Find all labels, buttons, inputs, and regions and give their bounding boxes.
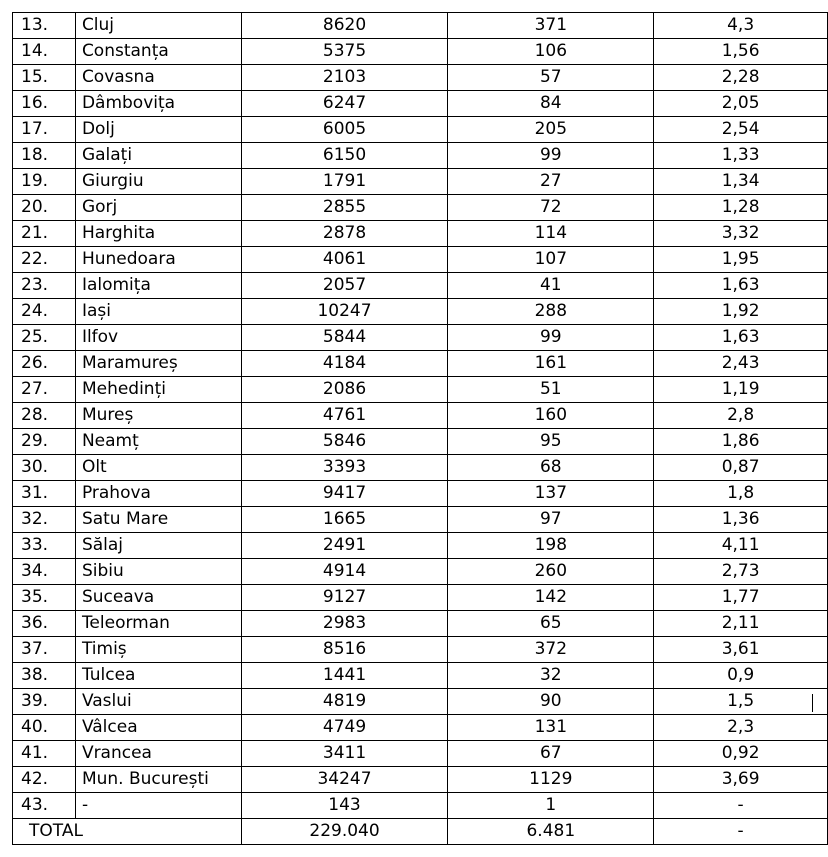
col-c-value: 2,8 <box>654 403 828 429</box>
col-a-value: 34247 <box>241 767 448 793</box>
col-c-value: 1,19 <box>654 377 828 403</box>
col-b-value: 1129 <box>448 767 654 793</box>
col-a-value: 6150 <box>241 143 448 169</box>
col-c-value: 2,05 <box>654 91 828 117</box>
table-row <box>13 221 828 247</box>
table-row <box>13 611 828 637</box>
county-name: Constanța <box>75 39 241 65</box>
county-name: Olt <box>75 455 241 481</box>
col-a-value: 10247 <box>241 299 448 325</box>
table-row <box>13 637 828 663</box>
table-row <box>13 247 828 273</box>
col-a-value: 4184 <box>241 351 448 377</box>
county-name: Galați <box>75 143 241 169</box>
table-row <box>13 169 828 195</box>
table-row <box>13 715 828 741</box>
col-a-value: 1791 <box>241 169 448 195</box>
county-name: Timiș <box>75 637 241 663</box>
col-a-value: 2086 <box>241 377 448 403</box>
col-b-value: 27 <box>448 169 654 195</box>
col-a-value: 2855 <box>241 195 448 221</box>
row-number: 39. <box>13 689 76 715</box>
row-number: 41. <box>13 741 76 767</box>
col-a-value: 5846 <box>241 429 448 455</box>
col-a-value: 6247 <box>241 91 448 117</box>
col-b-value: 57 <box>448 65 654 91</box>
table-row <box>13 299 828 325</box>
county-name: Mureș <box>75 403 241 429</box>
county-name: Suceava <box>75 585 241 611</box>
county-name: Dâmbovița <box>75 91 241 117</box>
col-c-value: 0,9 <box>654 663 828 689</box>
county-name: Vâlcea <box>75 715 241 741</box>
col-a-value: 6005 <box>241 117 448 143</box>
col-c-value: 4,11 <box>654 533 828 559</box>
col-b-value: 372 <box>448 637 654 663</box>
table-body <box>13 13 828 819</box>
row-number: 19. <box>13 169 76 195</box>
table-row <box>13 507 828 533</box>
table-row <box>13 689 828 715</box>
county-name: Prahova <box>75 481 241 507</box>
col-b-value: 142 <box>448 585 654 611</box>
col-a-value: 5844 <box>241 325 448 351</box>
total-col-a: 229.040 <box>241 819 448 845</box>
county-name: Hunedoara <box>75 247 241 273</box>
county-name: Sălaj <box>75 533 241 559</box>
col-c-value: - <box>654 793 828 819</box>
row-number: 24. <box>13 299 76 325</box>
row-number: 36. <box>13 611 76 637</box>
table-row <box>13 65 828 91</box>
col-c-value: 1,8 <box>654 481 828 507</box>
col-a-value: 3393 <box>241 455 448 481</box>
col-b-value: 51 <box>448 377 654 403</box>
col-b-value: 1 <box>448 793 654 819</box>
county-name: Cluj <box>75 13 241 39</box>
table-row <box>13 455 828 481</box>
col-a-value: 2878 <box>241 221 448 247</box>
col-b-value: 260 <box>448 559 654 585</box>
table-row <box>13 481 828 507</box>
col-c-value: 4,3 <box>654 13 828 39</box>
county-name: Vaslui <box>75 689 241 715</box>
table-row <box>13 351 828 377</box>
total-label: TOTAL <box>13 819 242 845</box>
col-c-value: 3,32 <box>654 221 828 247</box>
table-row <box>13 741 828 767</box>
total-row <box>13 819 828 845</box>
row-number: 16. <box>13 91 76 117</box>
row-number: 15. <box>13 65 76 91</box>
row-number: 32. <box>13 507 76 533</box>
col-c-value: 1,33 <box>654 143 828 169</box>
col-c-value: 2,54 <box>654 117 828 143</box>
table-row <box>13 273 828 299</box>
row-number: 37. <box>13 637 76 663</box>
row-number: 28. <box>13 403 76 429</box>
col-c-value: 1,56 <box>654 39 828 65</box>
table-row <box>13 377 828 403</box>
col-b-value: 41 <box>448 273 654 299</box>
col-c-value: 1,86 <box>654 429 828 455</box>
col-a-value: 8516 <box>241 637 448 663</box>
col-c-value: 2,28 <box>654 65 828 91</box>
county-name: Harghita <box>75 221 241 247</box>
total-col-b: 6.481 <box>448 819 654 845</box>
row-number: 42. <box>13 767 76 793</box>
table-row <box>13 117 828 143</box>
col-c-value: 2,11 <box>654 611 828 637</box>
table-row <box>13 91 828 117</box>
col-b-value: 160 <box>448 403 654 429</box>
col-b-value: 205 <box>448 117 654 143</box>
col-b-value: 99 <box>448 325 654 351</box>
col-b-value: 95 <box>448 429 654 455</box>
col-a-value: 2491 <box>241 533 448 559</box>
col-c-value: 0,87 <box>654 455 828 481</box>
col-a-value: 3411 <box>241 741 448 767</box>
county-name: Tulcea <box>75 663 241 689</box>
table-row <box>13 13 828 39</box>
table-row <box>13 429 828 455</box>
row-number: 27. <box>13 377 76 403</box>
col-b-value: 161 <box>448 351 654 377</box>
col-a-value: 4914 <box>241 559 448 585</box>
county-name: Teleorman <box>75 611 241 637</box>
col-a-value: 8620 <box>241 13 448 39</box>
col-b-value: 67 <box>448 741 654 767</box>
county-name: Iași <box>75 299 241 325</box>
col-a-value: 2103 <box>241 65 448 91</box>
row-number: 31. <box>13 481 76 507</box>
col-b-value: 32 <box>448 663 654 689</box>
table-row <box>13 533 828 559</box>
county-name: - <box>75 793 241 819</box>
col-b-value: 131 <box>448 715 654 741</box>
row-number: 26. <box>13 351 76 377</box>
county-name: Satu Mare <box>75 507 241 533</box>
col-c-value: 2,43 <box>654 351 828 377</box>
col-b-value: 288 <box>448 299 654 325</box>
col-b-value: 106 <box>448 39 654 65</box>
col-a-value: 4819 <box>241 689 448 715</box>
table-row <box>13 559 828 585</box>
col-c-value: 2,73 <box>654 559 828 585</box>
county-name: Dolj <box>75 117 241 143</box>
col-a-value: 143 <box>241 793 448 819</box>
row-number: 20. <box>13 195 76 221</box>
total-col-c: - <box>654 819 828 845</box>
county-name: Neamț <box>75 429 241 455</box>
col-b-value: 198 <box>448 533 654 559</box>
row-number: 18. <box>13 143 76 169</box>
county-name: Maramureș <box>75 351 241 377</box>
col-c-value: 1,5 <box>654 689 828 715</box>
county-name: Gorj <box>75 195 241 221</box>
col-c-value: 1,63 <box>654 325 828 351</box>
row-number: 25. <box>13 325 76 351</box>
table-row <box>13 403 828 429</box>
col-b-value: 84 <box>448 91 654 117</box>
col-a-value: 9127 <box>241 585 448 611</box>
col-a-value: 4749 <box>241 715 448 741</box>
table-row <box>13 767 828 793</box>
table-row <box>13 39 828 65</box>
col-c-value: 0,92 <box>654 741 828 767</box>
col-b-value: 99 <box>448 143 654 169</box>
col-a-value: 1441 <box>241 663 448 689</box>
col-c-value: 1,34 <box>654 169 828 195</box>
col-b-value: 371 <box>448 13 654 39</box>
table-row <box>13 325 828 351</box>
col-a-value: 2983 <box>241 611 448 637</box>
col-c-value: 2,3 <box>654 715 828 741</box>
row-number: 40. <box>13 715 76 741</box>
row-number: 14. <box>13 39 76 65</box>
col-b-value: 114 <box>448 221 654 247</box>
row-number: 35. <box>13 585 76 611</box>
county-name: Sibiu <box>75 559 241 585</box>
col-a-value: 1665 <box>241 507 448 533</box>
col-c-value: 1,77 <box>654 585 828 611</box>
col-a-value: 2057 <box>241 273 448 299</box>
table-row <box>13 195 828 221</box>
col-c-value: 1,36 <box>654 507 828 533</box>
col-c-value: 3,61 <box>654 637 828 663</box>
col-a-value: 9417 <box>241 481 448 507</box>
table-row <box>13 585 828 611</box>
col-a-value: 4761 <box>241 403 448 429</box>
county-data-table <box>12 12 828 845</box>
col-b-value: 137 <box>448 481 654 507</box>
row-number: 22. <box>13 247 76 273</box>
row-number: 30. <box>13 455 76 481</box>
row-number: 17. <box>13 117 76 143</box>
col-c-value: 1,28 <box>654 195 828 221</box>
col-c-value: 1,92 <box>654 299 828 325</box>
row-number: 33. <box>13 533 76 559</box>
row-number: 34. <box>13 559 76 585</box>
col-c-value: 1,63 <box>654 273 828 299</box>
col-b-value: 68 <box>448 455 654 481</box>
col-b-value: 97 <box>448 507 654 533</box>
county-name: Ialomița <box>75 273 241 299</box>
table-row <box>13 793 828 819</box>
col-c-value: 3,69 <box>654 767 828 793</box>
table-row <box>13 663 828 689</box>
row-number: 43. <box>13 793 76 819</box>
col-c-value: 1,95 <box>654 247 828 273</box>
row-number: 23. <box>13 273 76 299</box>
col-a-value: 4061 <box>241 247 448 273</box>
county-name: Mun. București <box>75 767 241 793</box>
col-a-value: 5375 <box>241 39 448 65</box>
col-b-value: 65 <box>448 611 654 637</box>
table-row <box>13 143 828 169</box>
county-name: Mehedinți <box>75 377 241 403</box>
row-number: 29. <box>13 429 76 455</box>
col-b-value: 90 <box>448 689 654 715</box>
row-number: 13. <box>13 13 76 39</box>
col-b-value: 72 <box>448 195 654 221</box>
county-name: Giurgiu <box>75 169 241 195</box>
col-b-value: 107 <box>448 247 654 273</box>
county-name: Ilfov <box>75 325 241 351</box>
row-number: 21. <box>13 221 76 247</box>
row-number: 38. <box>13 663 76 689</box>
margin-mark <box>812 694 813 712</box>
county-name: Vrancea <box>75 741 241 767</box>
county-name: Covasna <box>75 65 241 91</box>
